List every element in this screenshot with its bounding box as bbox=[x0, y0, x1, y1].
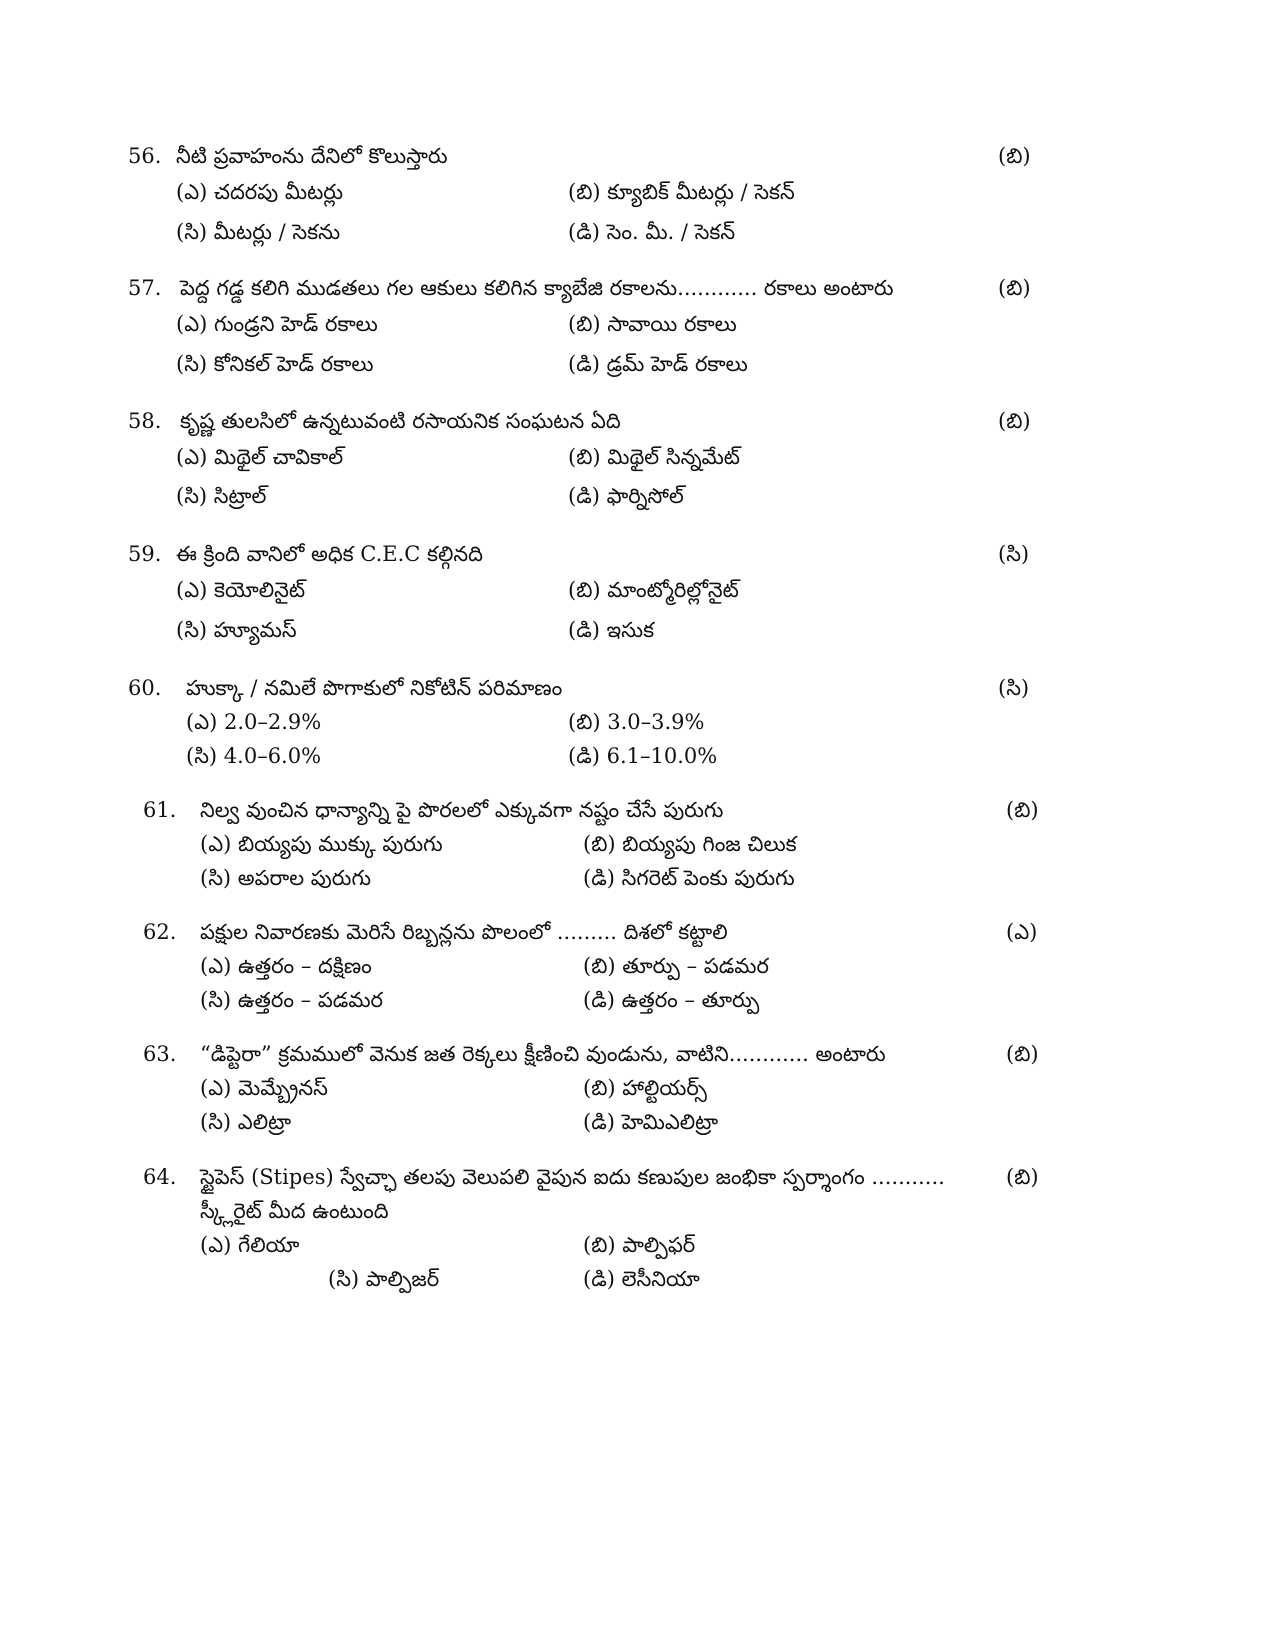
answer-key: (ఎ) bbox=[1006, 920, 1038, 944]
option-a: (ఎ) మిథైల్ చావికాల్ bbox=[176, 445, 344, 469]
question-text: నిల్వ వుంచిన ధాన్యాన్ని పై పొరలలో ఎక్కువగా నష్టం చేసే పురుగు bbox=[200, 798, 724, 822]
question-text: నీటి ప్రవాహంను దేనిలో కొలుస్తారు bbox=[176, 144, 448, 168]
option-a: (ఎ) ఉత్తరం – దక్షిణం bbox=[200, 954, 372, 978]
option-c: (సి) మీటర్లు / సెకను bbox=[176, 220, 341, 244]
answer-key: (బి) bbox=[1006, 1165, 1039, 1189]
answer-key: (బి) bbox=[1006, 1042, 1039, 1066]
question-number: 62. bbox=[143, 920, 177, 944]
answer-key: (బి) bbox=[998, 276, 1031, 300]
option-a: (ఎ) గుండ్రని హెడ్ రకాలు bbox=[176, 312, 378, 336]
answer-key: (బి) bbox=[998, 409, 1031, 433]
option-a: (ఎ) మెమ్బ్రేనస్ bbox=[200, 1076, 328, 1100]
option-c: (సి) ఉత్తరం – పడమర bbox=[200, 988, 383, 1012]
option-c: (సి) సిట్రాల్ bbox=[176, 484, 267, 508]
answer-key: (బి) bbox=[998, 144, 1031, 168]
question-text: స్టైపెస్ (Stipes) స్వేచ్ఛా తలపు వెలుపలి వైపున ఐదు కణుపుల జంభికా స్పర్శాంగం ........... bbox=[200, 1165, 945, 1189]
question-text: పెద్ద గడ్డ కలిగి ముడతలు గల ఆకులు కలిగిన క్యాబేజి రకాలను............ రకాలు అంటారు bbox=[180, 276, 894, 300]
question-number: 56. bbox=[128, 144, 162, 168]
question-text: పక్షుల నివారణకు మెరిసే రిబ్బన్లను పొలంలో ......... దిశలో కట్టాలి bbox=[200, 920, 728, 944]
option-a: (ఎ) గేలియా bbox=[200, 1233, 300, 1257]
option-c: (సి) 4.0–6.0% bbox=[186, 744, 322, 768]
option-b: (బి) మిథైల్ సిన్నమేట్ bbox=[568, 445, 741, 469]
question-number: 57. bbox=[128, 276, 162, 300]
option-b: (బి) హాల్టియర్స్ bbox=[583, 1076, 707, 1100]
option-d: (డి) లెసీనియా bbox=[583, 1267, 700, 1291]
option-b: (బి) క్యూబిక్ మీటర్లు / సెకన్ bbox=[568, 180, 795, 204]
question-number: 61. bbox=[143, 798, 177, 822]
option-d: (డి) సెం. మీ. / సెకన్ bbox=[568, 220, 736, 244]
question-text: ఈ క్రింది వానిలో అధిక C.E.C కల్గినది bbox=[176, 542, 483, 566]
option-b: (బి) బియ్యపు గింజ చిలుక bbox=[583, 832, 797, 856]
answer-key: (సి) bbox=[998, 542, 1030, 566]
option-d: (డి) హెమిఎలిట్రా bbox=[583, 1110, 719, 1134]
option-c: (సి) హ్యూమస్ bbox=[176, 618, 297, 642]
option-a: (ఎ) 2.0–2.9% bbox=[186, 710, 322, 734]
answer-key: (సి) bbox=[998, 676, 1030, 700]
option-b: (బి) సావాయి రకాలు bbox=[568, 312, 737, 336]
answer-key: (బి) bbox=[1006, 798, 1039, 822]
option-c: (సి) కోనికల్ హెడ్ రకాలు bbox=[176, 352, 374, 376]
question-text: కృష్ణ తులసిలో ఉన్నటువంటి రసాయనిక సంఘటన ఏది bbox=[180, 409, 621, 433]
option-d: (డి) డ్రమ్ హెడ్ రకాలు bbox=[568, 352, 748, 376]
question-number: 63. bbox=[143, 1042, 177, 1066]
question-number: 60. bbox=[128, 676, 162, 700]
option-b: (బి) పాల్పిఫర్ bbox=[583, 1233, 696, 1257]
option-a: (ఎ) చదరపు మీటర్లు bbox=[176, 180, 344, 204]
option-c: (సి) అపరాల పురుగు bbox=[200, 866, 371, 890]
option-b: (బి) మాంట్మోరిల్లోనైట్ bbox=[568, 578, 739, 602]
question-number: 58. bbox=[128, 409, 162, 433]
option-d: (డి) ఇసుక bbox=[568, 618, 655, 642]
question-text-continued: స్క్లీరైట్ మీద ఉంటుంది bbox=[200, 1199, 389, 1223]
option-b: (బి) 3.0–3.9% bbox=[568, 710, 705, 734]
question-text: “డిప్టెరా” క్రమములో వెనుక జత రెక్కలు క్షీణించి వుండును, వాటిని............ అంటారు bbox=[200, 1042, 886, 1066]
question-text: హుక్కా / నమిలే పొగాకులో నికోటిన్ పరిమాణం bbox=[186, 676, 563, 700]
option-b: (బి) తూర్పు – పడమర bbox=[583, 954, 769, 978]
option-a: (ఎ) కెయోలినైట్ bbox=[176, 578, 306, 602]
option-c: (సి) ఎలిట్రా bbox=[200, 1110, 292, 1134]
question-number: 59. bbox=[128, 542, 162, 566]
option-d: (డి) సిగరెట్ పెంకు పురుగు bbox=[583, 866, 795, 890]
option-d: (డి) 6.1–10.0% bbox=[568, 744, 718, 768]
option-c: (సి) పాల్పిజర్ bbox=[328, 1267, 440, 1291]
question-number: 64. bbox=[143, 1165, 177, 1189]
option-d: (డి) ఫార్నిసోల్ bbox=[568, 484, 684, 508]
option-d: (డి) ఉత్తరం – తూర్పు bbox=[583, 988, 760, 1012]
option-a: (ఎ) బియ్యపు ముక్కు పురుగు bbox=[200, 832, 443, 856]
